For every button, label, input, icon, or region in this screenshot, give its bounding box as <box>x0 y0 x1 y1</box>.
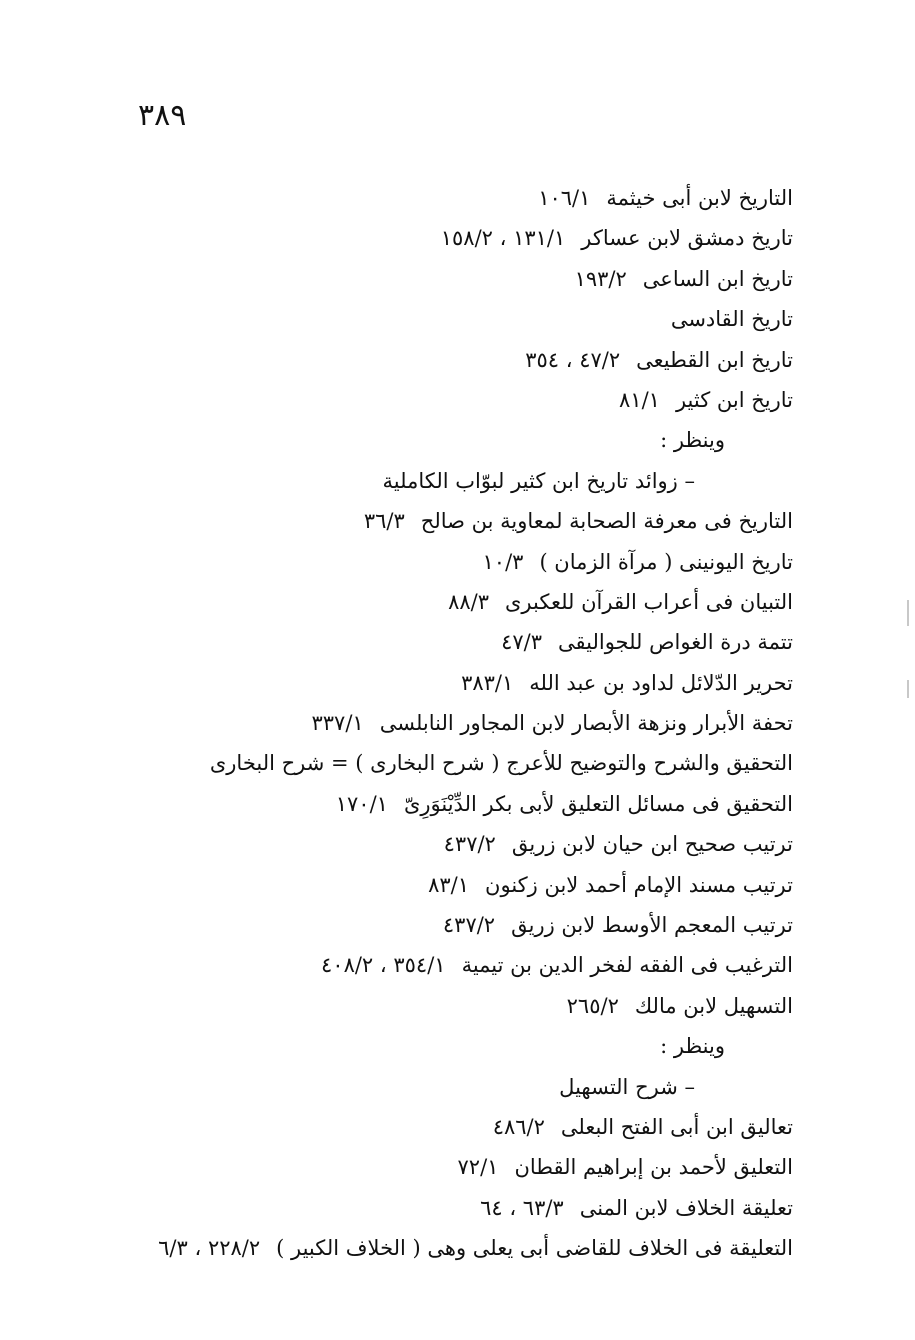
entry-title: التعليق لأحمد بن إبراهيم القطان <box>514 1155 793 1180</box>
scan-edge-mark <box>907 600 909 626</box>
entry-title: تاريخ اليونينى ( مرآة الزمان ) <box>539 549 793 574</box>
entry-reference: ٤٨٦/٢ <box>492 1114 545 1139</box>
entry-title: – زوائد تاريخ ابن كثير لبوّاب الكاملية <box>382 468 695 493</box>
index-entry <box>133 1026 793 1066</box>
entry-reference: ٨١/١ <box>619 387 660 412</box>
index-entry <box>133 1228 793 1268</box>
entry-title: ترتيب المعجم الأوسط لابن زريق <box>511 913 793 938</box>
scan-edge-mark <box>907 680 909 698</box>
index-entry <box>133 542 793 582</box>
entry-title: تاريخ ابن كثير <box>675 387 793 412</box>
index-entry <box>133 1067 793 1107</box>
index-entry <box>133 1107 793 1147</box>
index-entry <box>133 178 793 218</box>
index-entry <box>133 380 793 420</box>
entry-title: ترتيب صحيح ابن حيان لابن زريق <box>511 832 793 857</box>
index-entry <box>133 582 793 622</box>
entry-reference: ٤٣٧/٢ <box>442 913 496 938</box>
index-entry <box>133 986 793 1026</box>
entry-title: وينظر : <box>660 428 725 453</box>
index-entry <box>133 784 793 824</box>
entry-title: تحفة الأبرار ونزهة الأبصار لابن المجاور النابلسى <box>379 711 793 736</box>
entry-reference: ٣٥٤/١ ، ٤٠٨/٢ <box>321 953 446 978</box>
entry-title: وينظر : <box>660 1034 725 1059</box>
index-entry <box>133 1147 793 1187</box>
entry-title: التحقيق والشرح والتوضيح للأعرج ( شرح البخارى ) = شرح البخارى <box>209 751 793 776</box>
entry-title: تعليقة الخلاف لابن المنى <box>579 1195 793 1220</box>
index-entry <box>133 218 793 258</box>
entry-reference: ١٧٠/١ <box>335 791 388 816</box>
entry-reference: ٧٢/١ <box>457 1155 499 1180</box>
index-entry <box>133 824 793 864</box>
index-entry <box>133 461 793 501</box>
entry-title: التاريخ فى معرفة الصحابة لمعاوية بن صالح <box>420 509 793 534</box>
entry-title: تتمة درة الغواص للجواليقى <box>558 630 793 655</box>
entry-title: تحرير الدّلائل لداود بن عبد الله <box>529 670 793 695</box>
index-entry <box>133 420 793 460</box>
index-entry <box>133 663 793 703</box>
entry-reference: ١٠/٣ <box>482 549 524 574</box>
entry-reference: ٦٣/٣ ، ٦٤ <box>480 1195 564 1220</box>
entry-title: التاريخ لابن أبى خيثمة <box>606 186 793 210</box>
entry-reference: ٣٣٧/١ <box>311 711 364 736</box>
entry-reference: ٨٣/١ <box>428 872 470 897</box>
entry-reference: ١٣١/١ ، ١٥٨/٢ <box>440 226 566 251</box>
index-entry <box>133 743 793 783</box>
index-list <box>133 178 793 1269</box>
index-entry <box>133 865 793 905</box>
index-entry <box>133 945 793 985</box>
entry-title: – شرح التسهيل <box>559 1074 695 1099</box>
index-entry <box>133 259 793 299</box>
entry-title: الترغيب فى الفقه لفخر الدين بن تيمية <box>461 953 793 978</box>
entry-title: تاريخ القادسى <box>670 307 793 332</box>
entry-title: ترتيب مسند الإمام أحمد لابن زكنون <box>485 872 793 897</box>
entry-title: تعاليق ابن أبى الفتح البعلى <box>560 1114 793 1139</box>
entry-reference: ٤٧/٣ <box>501 630 542 655</box>
entry-reference: ٤٣٧/٢ <box>443 832 496 857</box>
index-entry <box>133 299 793 339</box>
entry-title: التبيان فى أعراب القرآن للعكبرى <box>504 589 793 614</box>
entry-reference: ٢٢٨/٢ ، ٦/٣ <box>158 1236 261 1261</box>
entry-reference: ٤٧/٢ ، ٣٥٤ <box>525 347 621 372</box>
index-entry <box>133 703 793 743</box>
entry-title: تاريخ دمشق لابن عساكر <box>581 226 793 251</box>
entry-reference: ٣٦/٣ <box>363 509 405 534</box>
entry-reference: ٨٨/٣ <box>448 589 489 614</box>
entry-title: التعليقة فى الخلاف للقاضى أبى يعلى وهى ( الخلاف الكبير ) <box>276 1236 793 1261</box>
index-entry <box>133 622 793 662</box>
index-entry <box>133 340 793 380</box>
index-entry <box>133 1188 793 1228</box>
entry-reference: ٢٦٥/٢ <box>566 993 619 1018</box>
entry-title: تاريخ ابن القطيعى <box>636 347 793 372</box>
entry-reference: ١٩٣/٢ <box>574 266 627 291</box>
index-entry <box>133 905 793 945</box>
index-entry <box>133 501 793 541</box>
page-number: ٣٨٩ <box>138 98 187 133</box>
entry-title: تاريخ ابن الساعى <box>642 266 793 291</box>
entry-reference: ١٠٦/١ <box>538 186 591 210</box>
entry-reference: ٣٨٣/١ <box>461 670 514 695</box>
entry-title: التحقيق فى مسائل التعليق لأبى بكر الدِّيْنَوَرِىّ <box>403 791 793 816</box>
entry-title: التسهيل لابن مالك <box>634 993 793 1018</box>
